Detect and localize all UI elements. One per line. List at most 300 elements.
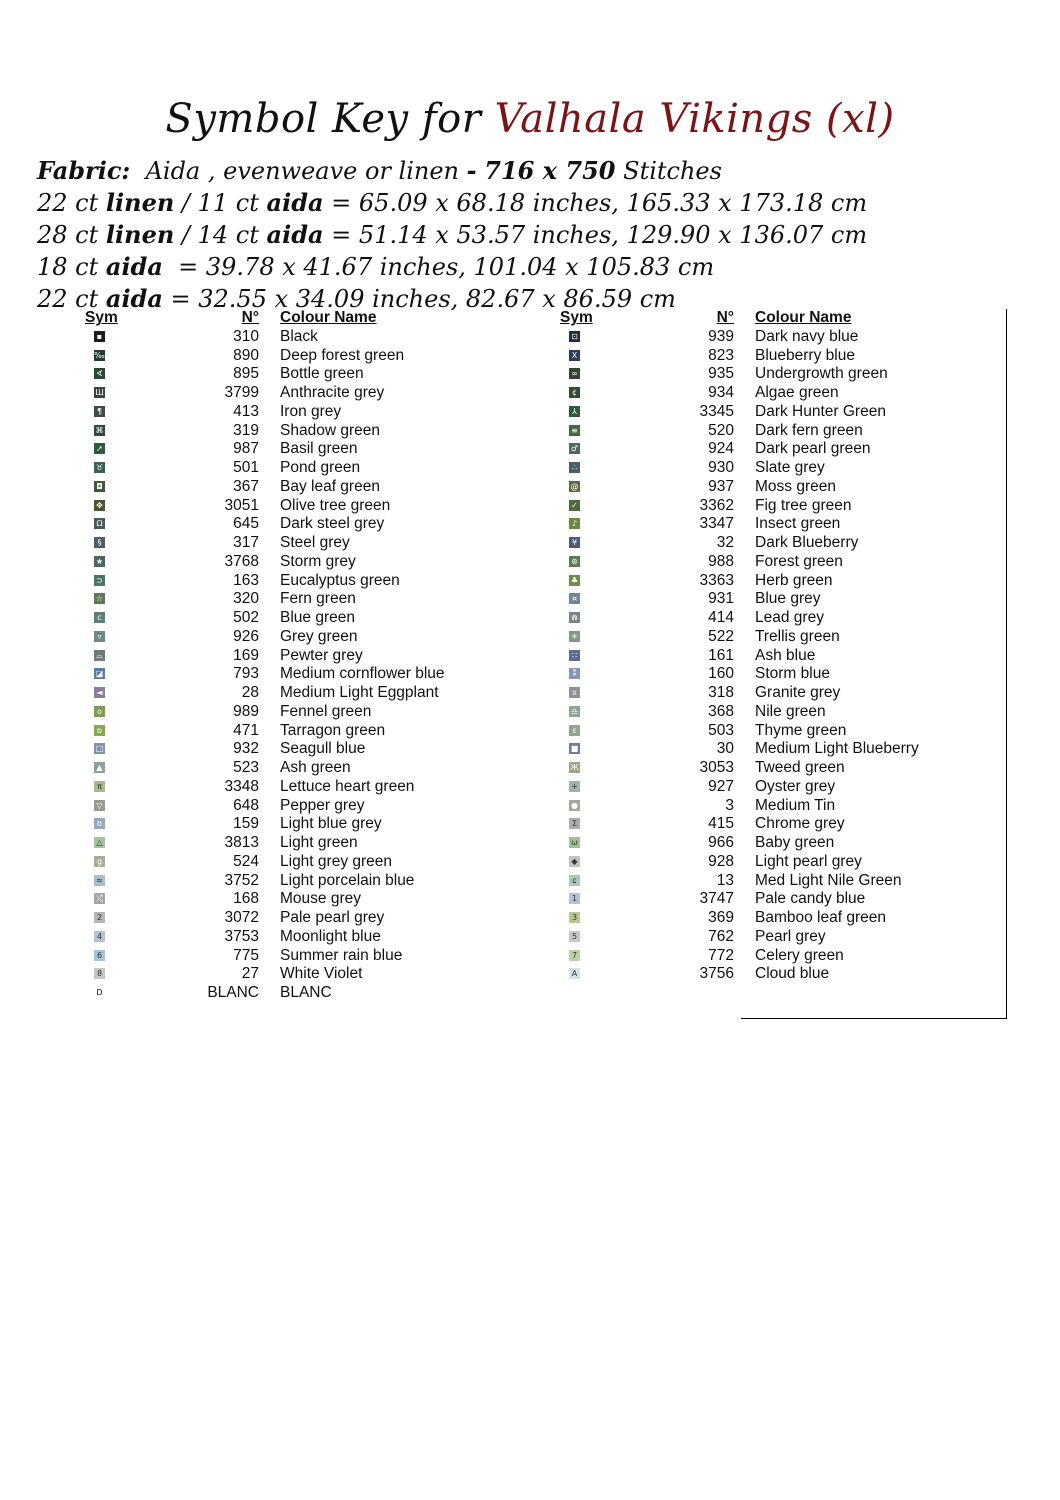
colour-name: Oyster grey xyxy=(755,777,836,795)
symbol-swatch: § xyxy=(94,537,105,548)
colour-name: Steel grey xyxy=(280,534,350,551)
symbol-swatch: g xyxy=(94,856,105,867)
colour-name: Deep forest green xyxy=(280,346,405,364)
colour-name: Seagull blue xyxy=(280,740,366,758)
thread-number: 928 xyxy=(708,852,734,870)
key-row xyxy=(553,534,953,553)
key-row xyxy=(553,478,953,497)
symbol-swatch: ∷ xyxy=(569,650,580,661)
symbol-swatch: ☆ xyxy=(95,594,104,604)
key-row xyxy=(78,815,478,834)
colour-name: Trellis green xyxy=(755,627,840,645)
thread-number: 762 xyxy=(708,927,734,945)
key-row xyxy=(78,553,478,572)
thread-number: 3345 xyxy=(699,402,734,420)
key-row xyxy=(78,647,478,666)
key-row xyxy=(78,740,478,759)
key-row xyxy=(553,628,953,647)
symbol-swatch: ✥ xyxy=(94,500,105,511)
symbol-swatch: c xyxy=(94,612,105,623)
key-row xyxy=(553,853,953,872)
key-row xyxy=(553,890,953,909)
colour-name: Dark steel grey xyxy=(280,515,385,533)
key-row xyxy=(78,797,478,816)
stitches-label: Stitches xyxy=(623,157,722,185)
key-row xyxy=(78,890,478,909)
thread-number: 775 xyxy=(233,946,259,964)
symbol-swatch: ‰ xyxy=(94,350,105,360)
fabric-dash: - xyxy=(466,156,477,185)
colour-name: Bamboo leaf green xyxy=(755,909,886,926)
thread-number: 318 xyxy=(708,684,734,701)
symbol-swatch: 1 xyxy=(569,893,580,904)
colour-name: Light green xyxy=(280,834,358,851)
key-row xyxy=(553,797,953,816)
colour-name: Fennel green xyxy=(280,702,372,720)
key-row xyxy=(553,834,953,853)
key-header xyxy=(553,309,953,328)
thread-number: 3 xyxy=(725,796,734,814)
colour-name: Anthracite grey xyxy=(280,384,385,401)
key-row xyxy=(553,365,953,384)
symbol-swatch: ⤮ xyxy=(94,893,105,904)
size-dimensions: = 39.78 x 41.67 inches, 101.04 x 105.83 cm xyxy=(162,253,715,281)
thread-number: 319 xyxy=(233,421,259,439)
key-row xyxy=(553,703,953,722)
symbol-swatch: ⌘ xyxy=(95,425,104,435)
symbol-swatch: o xyxy=(94,706,105,717)
key-row xyxy=(78,628,478,647)
key-row xyxy=(553,497,953,516)
key-row xyxy=(78,347,478,366)
size-count: 22 ct xyxy=(37,189,106,217)
thread-number: 168 xyxy=(233,890,259,908)
colour-name: Cloud blue xyxy=(755,965,830,983)
colour-name: Moss green xyxy=(755,477,836,495)
key-row xyxy=(553,740,953,759)
colour-name: Blue green xyxy=(280,609,355,626)
fabric-size-line xyxy=(37,187,1037,219)
size-dimensions: = 51.14 x 53.57 inches, 129.90 x 136.07 cm xyxy=(323,221,868,249)
thread-number: 987 xyxy=(233,440,259,458)
symbol-swatch: π xyxy=(94,781,105,792)
thread-number: 890 xyxy=(233,346,259,364)
symbol-key-right-column xyxy=(553,309,953,984)
thread-number: 13 xyxy=(716,871,734,889)
colour-name: Pond green xyxy=(280,459,361,476)
thread-number: 3362 xyxy=(699,496,734,514)
colour-name: Bottle green xyxy=(280,365,364,383)
key-row xyxy=(553,459,953,478)
key-row xyxy=(553,872,953,891)
frame-line-right xyxy=(1006,309,1007,1019)
colour-name: Light pearl grey xyxy=(755,852,862,870)
thread-number: 503 xyxy=(708,721,734,739)
symbol-swatch: + xyxy=(569,781,580,792)
key-row xyxy=(553,515,953,534)
key-row xyxy=(78,722,478,741)
page-title xyxy=(0,96,1060,142)
colour-name: Herb green xyxy=(755,571,833,589)
thread-number: 522 xyxy=(708,627,734,645)
colour-name: Summer rain blue xyxy=(280,946,403,964)
colour-name: Thyme green xyxy=(755,721,847,739)
colour-name: Dark Blueberry xyxy=(755,534,859,551)
symbol-swatch: ▪ xyxy=(94,331,105,342)
symbol-swatch: ⁑ xyxy=(569,668,580,679)
thread-number: 367 xyxy=(233,477,259,495)
symbol-swatch: ▽ xyxy=(94,800,105,811)
title-prefix: Symbol Key for xyxy=(165,96,482,142)
symbol-swatch: ⌓ xyxy=(94,650,105,661)
symbol-swatch: ∢ xyxy=(94,368,105,379)
thread-number: 648 xyxy=(233,796,259,814)
colour-name: Basil green xyxy=(280,440,358,458)
key-row xyxy=(553,403,953,422)
thread-number: 524 xyxy=(233,852,259,870)
size-fabric: linen xyxy=(105,220,175,249)
thread-number: 931 xyxy=(708,590,734,608)
colour-name: Fig tree green xyxy=(755,496,852,514)
size-fabric: linen xyxy=(105,188,175,217)
symbol-swatch: Σ xyxy=(569,818,580,829)
symbol-swatch: ♪ xyxy=(569,518,580,529)
thread-number: 30 xyxy=(716,740,734,758)
symbol-swatch: ∴ xyxy=(569,462,580,473)
pattern-name: Valhala Vikings (xl) xyxy=(494,96,895,142)
symbol-swatch: ¶ xyxy=(94,406,105,417)
symbol-swatch: X xyxy=(569,350,580,361)
thread-number: 3768 xyxy=(224,552,259,570)
colour-name: Bay leaf green xyxy=(280,477,380,495)
key-row xyxy=(553,384,953,403)
symbol-swatch: ◪ xyxy=(95,669,104,679)
colour-name: Mouse grey xyxy=(280,890,361,908)
symbol-swatch: ⋒ xyxy=(569,612,580,623)
colour-name: Blue grey xyxy=(755,590,821,608)
symbol-swatch: ✓ xyxy=(569,500,580,511)
colour-name: Shadow green xyxy=(280,421,380,439)
thread-number: 415 xyxy=(708,815,734,833)
colour-name: Baby green xyxy=(755,834,835,851)
key-header xyxy=(78,309,478,328)
fabric-line xyxy=(37,155,1037,187)
thread-number: 159 xyxy=(233,815,259,833)
colour-name: Lettuce heart green xyxy=(280,777,415,795)
key-row xyxy=(78,703,478,722)
key-row xyxy=(553,572,953,591)
symbol-swatch: ɕ xyxy=(569,875,580,886)
thread-number: 939 xyxy=(708,327,734,345)
key-row xyxy=(553,815,953,834)
colour-name: Chrome grey xyxy=(755,815,845,833)
thread-number: 169 xyxy=(233,646,259,664)
symbol-swatch: ω xyxy=(569,837,580,848)
symbol-key-left-column xyxy=(78,309,478,1003)
symbol-swatch: ¢ xyxy=(569,387,580,398)
thread-number: 32 xyxy=(716,534,734,551)
size-count-2: / 14 ct xyxy=(174,221,267,249)
symbol-swatch: 8 xyxy=(94,968,105,979)
colour-name: Black xyxy=(280,327,318,345)
key-row xyxy=(78,872,478,891)
fabric-label: Fabric: xyxy=(37,156,131,185)
symbol-swatch: ⊡ xyxy=(569,331,580,342)
colour-name: Blueberry blue xyxy=(755,346,855,364)
colour-name: Light porcelain blue xyxy=(280,871,415,889)
thread-number: 3747 xyxy=(699,890,734,908)
symbol-swatch: ● xyxy=(569,800,580,811)
colour-name: Medium Light Blueberry xyxy=(755,740,919,758)
size-count: 22 ct xyxy=(37,285,106,313)
colour-name: Olive tree green xyxy=(280,496,391,514)
thread-number: 772 xyxy=(708,946,734,964)
colour-name: Dark pearl green xyxy=(755,440,871,458)
colour-name: Light blue grey xyxy=(280,815,382,833)
key-row xyxy=(78,984,478,1003)
colour-name: Lead grey xyxy=(755,609,824,626)
thread-number: 927 xyxy=(708,777,734,795)
colour-name: Moonlight blue xyxy=(280,927,381,945)
thread-number: 924 xyxy=(708,440,734,458)
colour-name: Medium Light Eggplant xyxy=(280,684,439,701)
symbol-swatch: ◆ xyxy=(569,856,580,867)
key-row xyxy=(78,965,478,984)
thread-number: 163 xyxy=(233,571,259,589)
symbol-swatch: @ xyxy=(570,481,579,491)
thread-number: 3347 xyxy=(699,515,734,533)
key-row xyxy=(78,440,478,459)
symbol-swatch: ◄ xyxy=(94,687,105,698)
key-row xyxy=(553,328,953,347)
key-row xyxy=(553,965,953,984)
thread-number: 3752 xyxy=(224,871,259,889)
symbol-swatch: ♎ xyxy=(570,706,579,716)
symbol-swatch: ◘ xyxy=(94,481,105,492)
symbol-swatch: ♂ xyxy=(570,444,579,454)
header-number: N° xyxy=(241,309,259,326)
thread-number: 793 xyxy=(233,665,259,683)
symbol-swatch: Ω xyxy=(94,518,105,529)
thread-number: 930 xyxy=(708,459,734,476)
key-row xyxy=(78,947,478,966)
symbol-swatch: ★ xyxy=(95,556,104,566)
colour-name: Ash blue xyxy=(755,646,816,664)
thread-number: 3799 xyxy=(224,384,259,401)
size-dimensions: = 65.09 x 68.18 inches, 165.33 x 173.18 cm xyxy=(323,189,868,217)
thread-number: 937 xyxy=(708,477,734,495)
key-row xyxy=(78,609,478,628)
key-row xyxy=(78,422,478,441)
thread-number: 28 xyxy=(241,684,259,701)
key-row xyxy=(78,778,478,797)
symbol-swatch: △ xyxy=(94,837,105,848)
thread-number: 414 xyxy=(708,609,734,626)
thread-number: 935 xyxy=(708,365,734,383)
symbol-swatch: ⊃ xyxy=(94,575,105,586)
symbol-swatch: ♣ xyxy=(570,575,579,585)
key-row xyxy=(78,665,478,684)
colour-name: Dark Hunter Green xyxy=(755,402,886,420)
thread-number: BLANC xyxy=(207,984,259,1001)
key-row xyxy=(78,590,478,609)
key-row xyxy=(553,590,953,609)
symbol-swatch: ■ xyxy=(570,744,579,754)
symbol-swatch: A xyxy=(569,968,580,979)
thread-number: 932 xyxy=(233,740,259,758)
key-row xyxy=(78,834,478,853)
colour-name: Algae green xyxy=(755,384,839,401)
key-row xyxy=(553,722,953,741)
key-row xyxy=(78,384,478,403)
thread-number: 320 xyxy=(233,590,259,608)
thread-number: 895 xyxy=(233,365,259,383)
fabric-size-line xyxy=(37,251,1037,283)
colour-name: Nile green xyxy=(755,702,826,720)
colour-name: BLANC xyxy=(280,984,332,1001)
thread-number: 3756 xyxy=(699,965,734,983)
key-row xyxy=(553,553,953,572)
key-row xyxy=(78,403,478,422)
thread-number: 926 xyxy=(233,627,259,645)
key-row xyxy=(553,909,953,928)
key-row xyxy=(553,778,953,797)
colour-name: Granite grey xyxy=(755,684,841,701)
colour-name: Iron grey xyxy=(280,402,342,420)
symbol-swatch: ʚ xyxy=(94,725,105,736)
symbol-swatch: ▿ xyxy=(94,631,105,642)
symbol-swatch: 7 xyxy=(569,950,580,961)
colour-name: Pale pearl grey xyxy=(280,909,385,926)
size-fabric: aida xyxy=(105,284,163,313)
fabric-info xyxy=(37,155,1037,315)
size-count-2: / 11 ct xyxy=(174,189,267,217)
key-row xyxy=(553,684,953,703)
size-dimensions: = 32.55 x 34.09 inches, 82.67 x 86.59 cm xyxy=(162,285,676,313)
symbol-swatch: 4 xyxy=(94,931,105,942)
thread-number: 368 xyxy=(708,702,734,720)
size-fabric-2: aida xyxy=(266,220,324,249)
symbol-swatch: ✳ xyxy=(569,631,580,642)
thread-number: 520 xyxy=(708,421,734,439)
header-colour-name: Colour Name xyxy=(280,309,377,326)
colour-name: Undergrowth green xyxy=(755,365,888,383)
colour-name: Pewter grey xyxy=(280,646,363,664)
key-row xyxy=(78,515,478,534)
symbol-swatch: D xyxy=(94,987,105,998)
thread-number: 3363 xyxy=(699,571,734,589)
symbol-swatch: x xyxy=(569,687,580,698)
thread-number: 310 xyxy=(233,327,259,345)
thread-number: 413 xyxy=(233,402,259,420)
colour-name: Ash green xyxy=(280,759,351,776)
symbol-swatch: ʊ xyxy=(94,818,105,829)
size-count: 18 ct xyxy=(37,253,106,281)
symbol-swatch: Ш xyxy=(95,388,104,397)
thread-number: 471 xyxy=(233,721,259,739)
thread-number: 3051 xyxy=(224,496,259,514)
symbol-swatch: ≈ xyxy=(94,875,105,886)
key-row xyxy=(78,759,478,778)
thread-number: 989 xyxy=(233,702,259,720)
colour-name: Pepper grey xyxy=(280,796,365,814)
key-row xyxy=(78,572,478,591)
thread-number: 645 xyxy=(233,515,259,533)
key-row xyxy=(553,422,953,441)
key-row xyxy=(78,928,478,947)
key-row xyxy=(553,928,953,947)
key-row xyxy=(553,759,953,778)
thread-number: 160 xyxy=(708,665,734,683)
thread-number: 3753 xyxy=(224,927,259,945)
symbol-swatch: ♉ xyxy=(95,463,104,472)
colour-name: Storm grey xyxy=(280,552,356,570)
colour-name: Grey green xyxy=(280,627,358,645)
key-row xyxy=(553,647,953,666)
size-fabric: aida xyxy=(105,252,163,281)
colour-name: Light grey green xyxy=(280,852,393,870)
key-row xyxy=(78,853,478,872)
header-colour-name: Colour Name xyxy=(755,309,852,326)
colour-name: Storm blue xyxy=(755,665,830,683)
thread-number: 369 xyxy=(708,909,734,926)
symbol-swatch: ⊛ xyxy=(569,556,580,567)
size-count: 28 ct xyxy=(37,221,106,249)
key-row xyxy=(553,347,953,366)
thread-number: 317 xyxy=(233,534,259,551)
symbol-swatch: ε xyxy=(569,725,580,736)
stitches-count: 716 x 750 xyxy=(484,156,616,185)
size-fabric-2: aida xyxy=(266,188,324,217)
key-row xyxy=(553,947,953,966)
colour-name: Slate grey xyxy=(755,459,825,476)
thread-number: 966 xyxy=(708,834,734,851)
fabric-types: Aida , evenweave or linen xyxy=(145,157,460,185)
thread-number: 501 xyxy=(233,459,259,476)
header-sym: Sym xyxy=(85,309,118,326)
header-sym: Sym xyxy=(560,309,593,326)
key-row xyxy=(78,328,478,347)
colour-name: Med Light Nile Green xyxy=(755,871,902,889)
thread-number: 523 xyxy=(233,759,259,776)
key-row xyxy=(78,478,478,497)
key-row xyxy=(553,665,953,684)
symbol-swatch: ≡ xyxy=(569,425,580,436)
symbol-swatch: 6 xyxy=(94,950,105,961)
thread-number: 3348 xyxy=(224,777,259,795)
thread-number: 3053 xyxy=(699,759,734,776)
thread-number: 3072 xyxy=(224,909,259,926)
symbol-swatch: ¥ xyxy=(569,537,580,548)
symbol-swatch: ¤ xyxy=(569,593,580,604)
colour-name: Celery green xyxy=(755,946,844,964)
thread-number: 988 xyxy=(708,552,734,570)
colour-name: Medium cornflower blue xyxy=(280,665,445,683)
colour-name: Fern green xyxy=(280,590,356,608)
thread-number: 502 xyxy=(233,609,259,626)
key-row xyxy=(78,497,478,516)
symbol-swatch: ⅄ xyxy=(569,406,580,417)
colour-name: Eucalyptus green xyxy=(280,571,400,589)
frame-line-bottom xyxy=(741,1018,1007,1019)
symbol-swatch: 2 xyxy=(94,912,105,923)
symbol-swatch: ➚ xyxy=(94,443,105,454)
colour-name: Dark fern green xyxy=(755,421,863,439)
colour-name: Pearl grey xyxy=(755,927,826,945)
fabric-size-line xyxy=(37,219,1037,251)
colour-name: Medium Tin xyxy=(755,796,836,814)
colour-name: Pale candy blue xyxy=(755,890,866,908)
